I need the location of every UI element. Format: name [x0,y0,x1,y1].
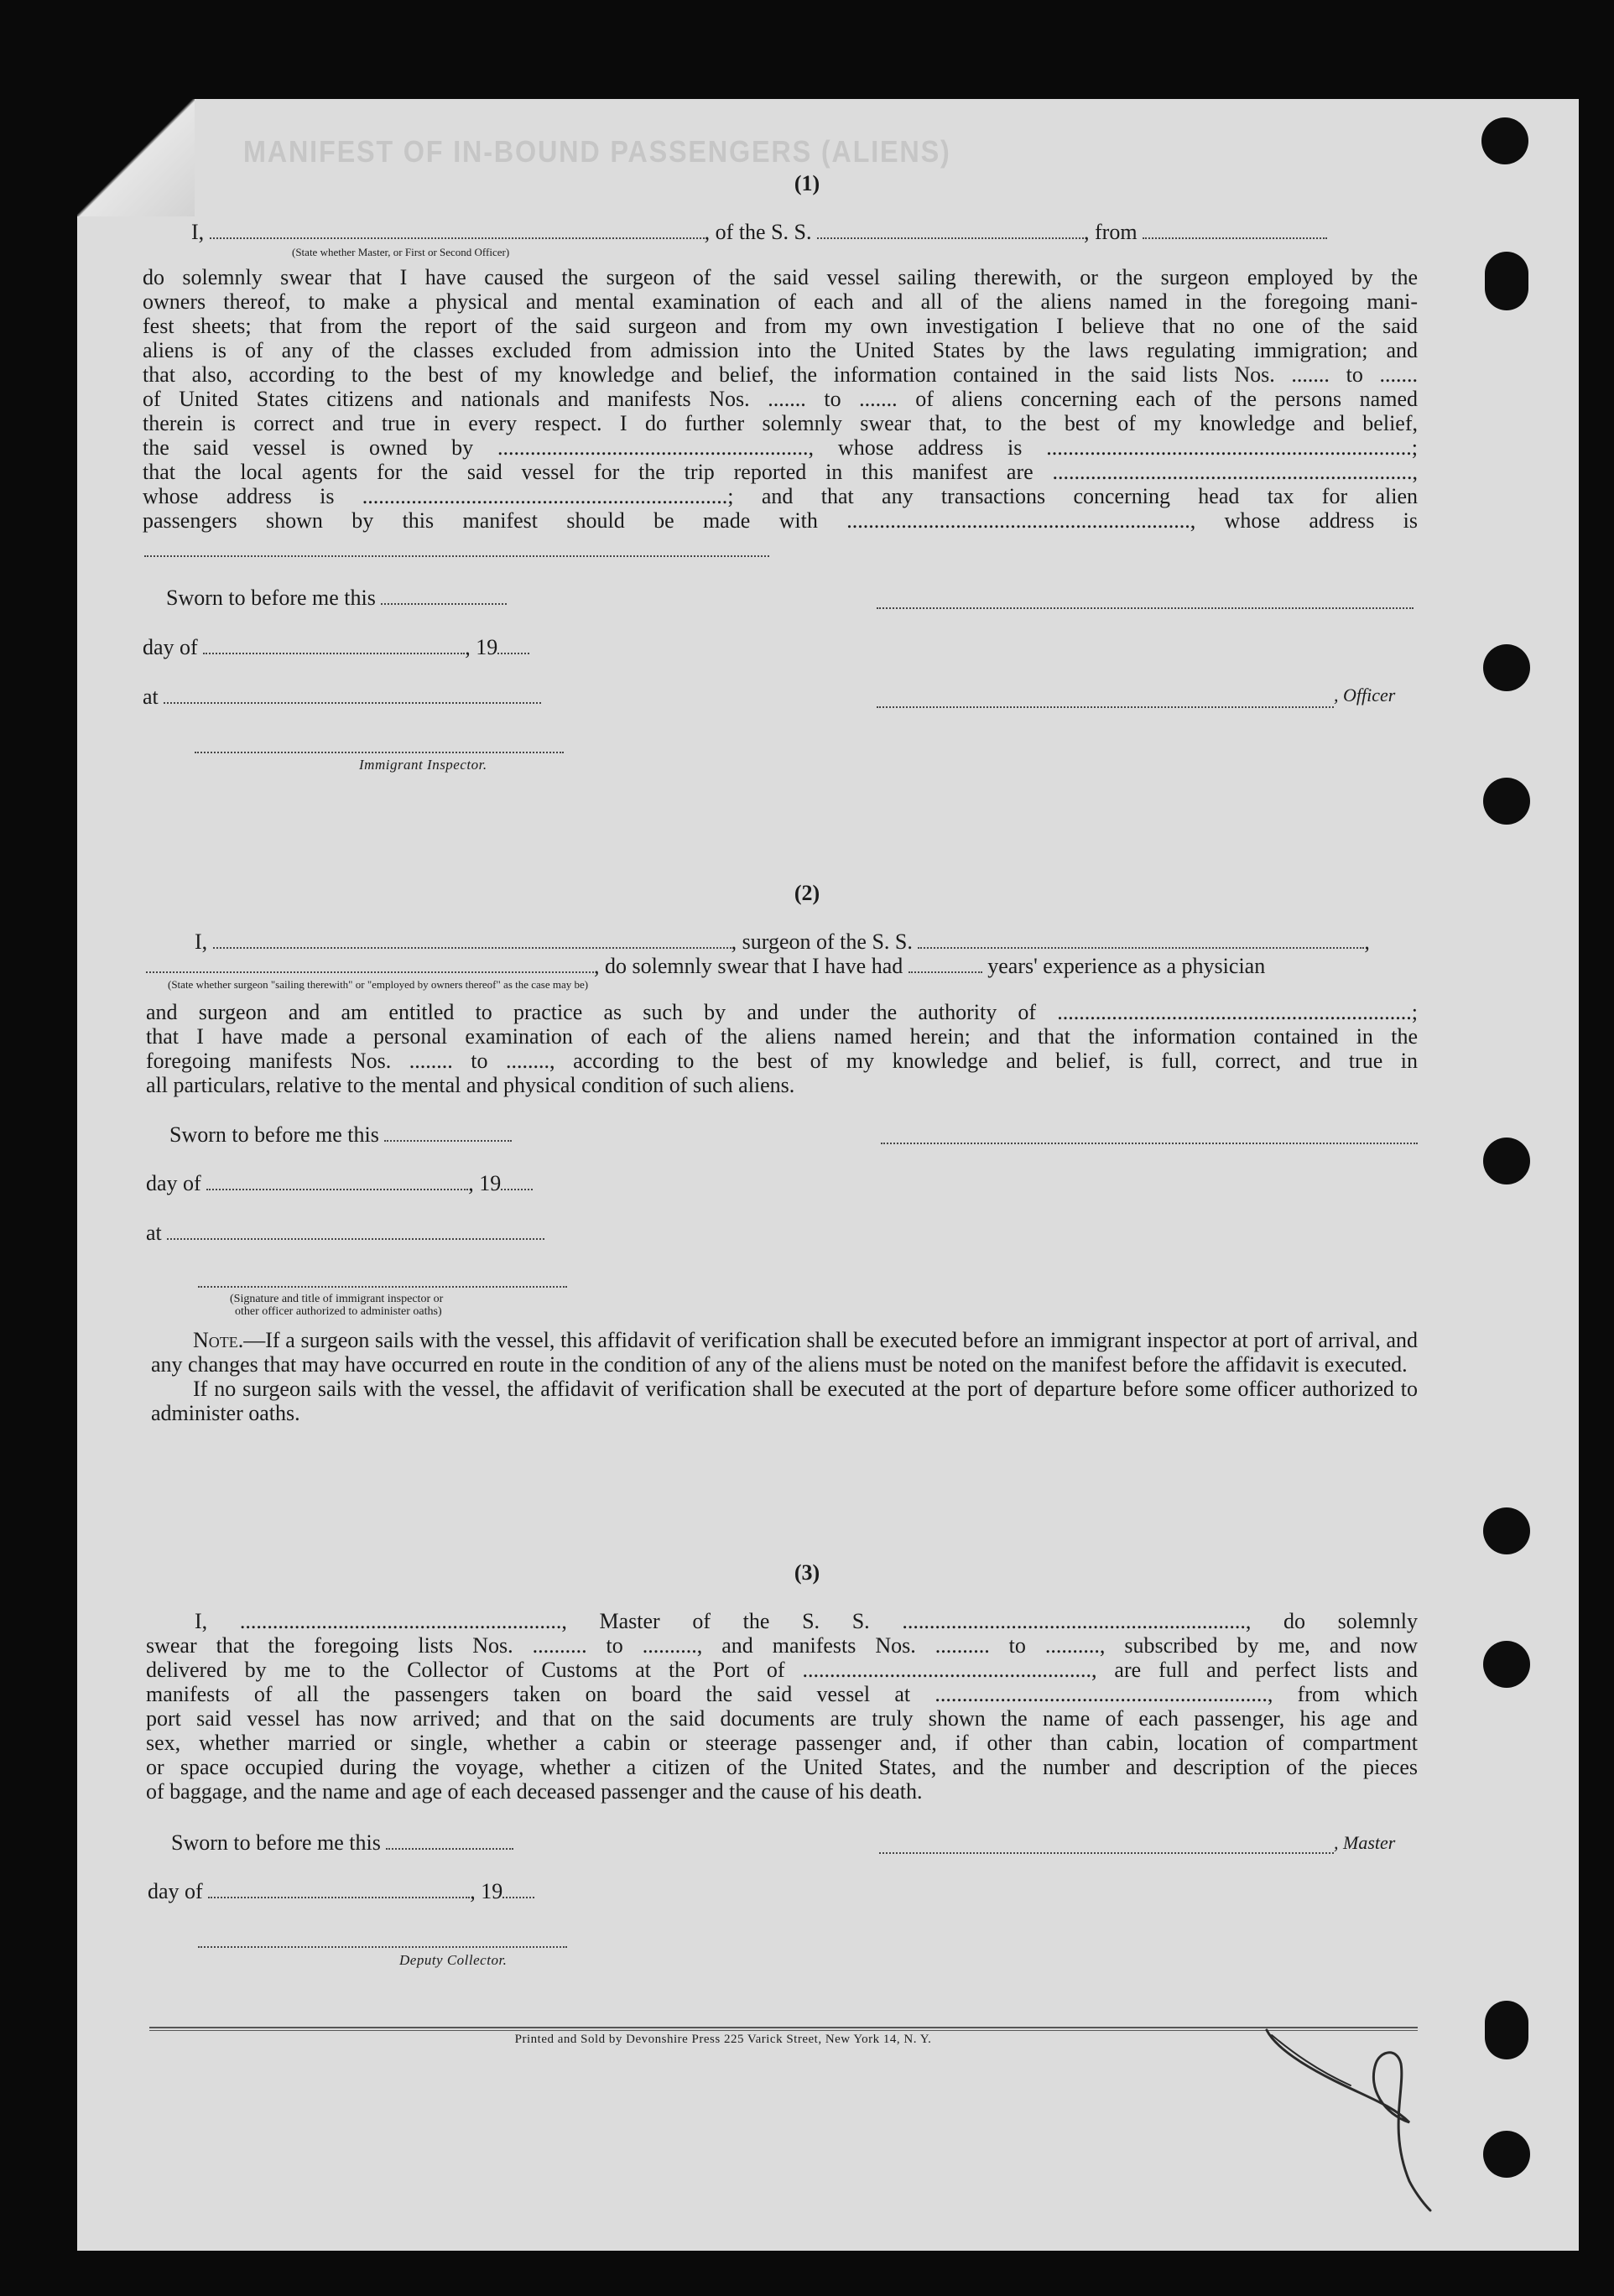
day-field[interactable] [206,1174,468,1190]
note-block [151,1328,1418,1425]
punch-hole [1481,117,1528,164]
bleed-through-title: MANIFEST OF IN-BOUND PASSENGERS (ALIENS) [243,134,951,169]
deputy-collector-caption: Deputy Collector. [399,1952,508,1968]
handwritten-mark [1242,2013,1460,2215]
at-row [146,1221,544,1246]
inspector-signature-field[interactable] [198,1286,567,1288]
paragraph-line: sex, whether married or single, whether a cabin or steerage passenger and, if other than cabin, location of compartment [146,1731,1418,1755]
day-of-text: day of [143,635,198,659]
paragraph-line: that also, according to the best of my knowledge and belief, the information contained in the said lists Nos. ....... to ....... [143,362,1418,387]
paragraph-line: port said vessel has now arrived; and that on the said documents are truly shown the name of each passenger, his age and [146,1706,1418,1731]
address-field[interactable] [144,555,769,557]
signature-note: (Signature and title of immigrant inspector or [230,1293,444,1305]
section-2-second-line [146,954,1265,979]
paragraph-line: fest sheets; that from the report of the said surgeon and from my own investigation I believe that no one of the said [143,314,1418,338]
footer-rule [149,2030,1418,2031]
master-label: , Master [1334,1832,1396,1853]
day-field[interactable] [203,638,465,654]
at-field[interactable] [167,1223,544,1240]
sworn-date-field[interactable] [381,588,507,605]
section-2-paragraph [146,1000,1418,1097]
punch-hole [1483,778,1530,825]
section-3-paragraph [146,1609,1418,1804]
paragraph-line: passengers shown by this manifest should be made with ..............................................................., whose address is [143,508,1418,533]
surgeon-signature-field[interactable] [881,1143,1418,1144]
swear-text: , do solemnly swear that I have had [594,954,903,978]
paragraph-line: manifests of all the passengers taken on board the said vessel at ............................................................., from which [146,1682,1418,1706]
officer-signature-field[interactable] [877,607,1414,609]
day-of-text: day of [148,1879,203,1903]
punch-hole [1483,1641,1530,1688]
paragraph-line: all particulars, relative to the mental and physical condition of such aliens. [146,1073,795,1097]
paragraph-line: foregoing manifests Nos. ........ to ........, according to the best of my knowledge and belief, is full, correct, and true in [146,1049,1418,1073]
deputy-collector-signature-field[interactable] [198,1946,567,1948]
section-2-first-line: I, , surgeon of the S. S. , [195,929,1370,954]
footer-rule [149,2027,1418,2028]
section-2-i: I, [195,929,208,954]
section-1-number: (1) [794,171,820,195]
from-text: , from [1084,220,1138,244]
officer-label: , Officer [1334,685,1396,705]
punch-hole [1483,644,1530,691]
of-the-ss-text: , of the S. S. [704,220,812,244]
years-field[interactable] [909,956,982,973]
immigrant-inspector-caption: Immigrant Inspector. [359,757,487,773]
day-of-row [143,635,529,660]
year-field[interactable] [497,638,529,654]
sworn-row [166,586,507,611]
at-row [143,685,541,710]
surgeon-of-text: , surgeon of the S. S. [731,929,913,954]
section-2-number: (2) [794,881,820,905]
paragraph-line: or space occupied during the voyage, whether a citizen of the United States, and the number and description of the pieces [146,1755,1418,1779]
vessel-field[interactable] [817,222,1084,239]
surgeon-vessel-field[interactable] [918,932,1364,949]
paragraph-line: aliens is of any of the classes excluded from admission into the United States by the laws regulating immigration; and [143,338,1418,362]
years-text: years' experience as a physician [987,954,1266,978]
sworn-date-field[interactable] [386,1833,513,1850]
at-text: at [146,1221,162,1245]
surgeon-type-field[interactable] [146,956,594,973]
printer-imprint: Printed and Sold by Devonshire Press 225 Varick Street, New York 14, N. Y. [514,2033,932,2046]
surgeon-name-field[interactable] [213,932,732,949]
section-3-number: (3) [794,1560,820,1585]
paragraph-line: swear that the foregoing lists Nos. .......... to .........., and manifests Nos. .......... to .........., subscribed by me, and now [146,1633,1418,1658]
paragraph-line: whose address is ...................................................................; and that any transactions concerning head tax for alien [143,484,1418,508]
day-of-row [146,1171,533,1196]
paragraph-line: therein is correct and true in every respect. I do further solemnly swear that, to the best of my knowledge and belief, [143,411,1418,435]
year-text: , 19 [468,1171,502,1195]
year-field[interactable] [502,1882,534,1898]
at-field[interactable] [164,687,541,704]
section-1-i: I, [191,220,205,244]
punch-hole [1485,252,1528,310]
inspector-signature-field[interactable] [195,752,564,753]
year-text: , 19 [470,1879,503,1903]
paragraph-line: of United States citizens and nationals and manifests Nos. ....... to ....... of aliens concerning each of the persons named [143,387,1418,411]
day-of-row [148,1879,534,1904]
name-field[interactable] [210,222,705,239]
at-text: at [143,685,159,709]
signature-note: other officer authorized to administer oaths) [235,1305,442,1318]
punch-hole [1483,1507,1530,1554]
note-paragraph: If no surgeon sails with the vessel, the affidavit of verification shall be executed at the port of departure before some officer authorized to administer oaths. [151,1377,1418,1425]
master-signature-field[interactable] [879,1852,1334,1854]
paragraph-line: delivered by me to the Collector of Customs at the Port of ....................................................., are full and perfect lists and [146,1658,1418,1682]
note-text: —If a surgeon sails with the vessel, this affidavit of verification shall be executed before an immigrant inspector at port of arrival, and any changes that may have occurred en route in the condition of any of the aliens must be noted on the manifest before the affidavit is executed. [151,1328,1418,1377]
officer-note: (State whether Master, or First or Second Officer) [292,246,510,258]
section-1-paragraph [143,265,1418,533]
year-field[interactable] [501,1174,533,1190]
paragraph-line: of baggage, and the name and age of each deceased passenger and the cause of his death. [146,1779,923,1804]
officer-line[interactable] [877,706,1334,708]
sworn-date-field[interactable] [384,1125,512,1142]
sworn-text: Sworn to before me this [169,1122,379,1147]
sworn-text: Sworn to before me this [171,1830,381,1855]
punch-hole [1483,2131,1530,2178]
paragraph-line: and surgeon and am entitled to practice as such by and under the authority of .................................................................; [146,1000,1418,1024]
day-of-text: day of [146,1171,201,1195]
year-text: , 19 [465,635,498,659]
paragraph-line: the said vessel is owned by ........................................................., whose address is ...................................................................; [143,435,1418,460]
day-field[interactable] [208,1882,470,1898]
folded-corner [77,99,195,216]
paragraph-line: that the local agents for the said vessel for the trip reported in this manifest are .................................................................., [143,460,1418,484]
surgeon-note: (State whether surgeon "sailing therewith" or "employed by owners thereof" as the case may be) [168,978,589,991]
paragraph-line: I, ..........................................................., Master of the S. S. ..............................................................., do solemnly [195,1609,1418,1633]
sworn-text: Sworn to before me this [166,586,376,610]
sworn-row [169,1122,512,1148]
punch-hole [1485,2001,1528,2059]
note-paragraph [151,1328,1418,1377]
punch-hole [1483,1138,1530,1184]
from-field[interactable] [1143,222,1327,239]
paragraph-line: owners thereof, to make a physical and mental examination of each and all of the aliens named in the foregoing mani- [143,289,1418,314]
section-1-first-line [191,220,1327,245]
paragraph-line: do solemnly swear that I have caused the surgeon of the said vessel sailing therewith, or the surgeon employed by the [143,265,1418,289]
paragraph-line: that I have made a personal examination of each of the aliens named herein; and that the information contained in the [146,1024,1418,1049]
sworn-row [171,1830,513,1856]
note-label: Note. [193,1328,244,1352]
